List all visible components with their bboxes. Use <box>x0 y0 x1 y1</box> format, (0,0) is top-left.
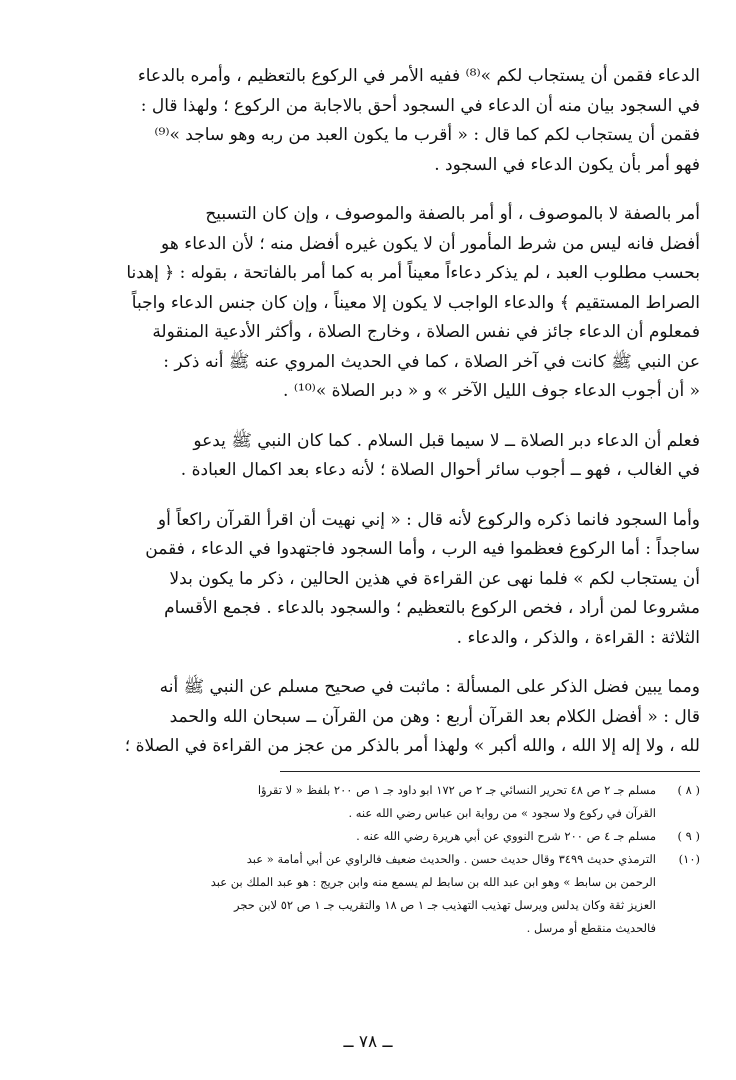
text-line: الصراط المستقيم ﴾ والدعاء الواجب لا يكون إلا معيناً ، وإن كان جنس الدعاء واجباً <box>131 292 700 313</box>
footnote-divider <box>280 771 700 772</box>
footnote-9 <box>62 825 700 848</box>
footnote-number: (١٠) <box>678 851 700 866</box>
paragraph-3 <box>62 427 700 486</box>
text-line: فهو أمر بأن يكون الدعاء في السجود . <box>434 154 700 175</box>
text-line: ساجداً : أما الركوع فعظموا فيه الرب ، وأما السجود فاجتهدوا في الدعاء ، فقمن <box>145 539 700 559</box>
text-line: أن يستجاب لكم » فلما نهى عن القراءة في هذين الحالين ، ذكر ما يكون بدلا <box>169 568 700 589</box>
footnote-line: مسلم جـ ٢ ص ٤٨ تحرير النسائي جـ ٢ ص ١٧٢ ابو داود جـ ١ ص ٢٠٠ بلفظ « لا تقرؤا <box>257 782 656 797</box>
text-line: عن النبي ﷺ كانت في آخر الصلاة ، كما في الحديث المروي عنه ﷺ أنه ذكر : <box>163 351 700 372</box>
footnote-line: الرحمن بن سابط » وهو ابن عبد الله بن سابط لم يسمع منه وابن جريج : هو عبد الملك بن عبد <box>210 874 656 889</box>
text-line: الدعاء فقمن أن يستجاب لكم »⁽⁸⁾ ففيه الأمر في الركوع بالتعظيم ، وأمره بالدعاء <box>137 66 700 86</box>
text-line: فمعلوم أن الدعاء جائز في نفس الصلاة ، وخارج الصلاة ، وأكثر الأدعية المنقولة <box>152 322 700 342</box>
footnote-number: ( ٨ ) <box>677 782 700 797</box>
text-line: « أن أجوب الدعاء جوف الليل الآخر » و « دبر الصلاة »⁽¹⁰⁾ . <box>283 381 700 401</box>
footnote-line: الترمذي حديث ٣٤٩٩ وقال حديث حسن . والحديث ضعيف فالراوي عن أبي أمامة « عبد <box>246 851 656 866</box>
text-line: فعلم أن الدعاء دبر الصلاة ــ لا سيما قبل السلام . كما كان النبي ﷺ يدعو <box>193 430 700 451</box>
text-line: لله ، ولا إله إلا الله ، والله أكبر » ولهذا أمر بالذكر من عجز من القراءة في الصلاة ؛ <box>124 736 700 756</box>
footnotes <box>62 779 700 940</box>
page-body <box>62 62 700 940</box>
text-line: قال : « أفضل الكلام بعد القرآن أربع : وهن من القرآن ــ سبحان الله والحمد <box>169 706 700 727</box>
paragraph-5 <box>62 673 700 762</box>
page-number: ــ ٧٨ ــ <box>343 1032 393 1052</box>
text-line: بحسب مطلوب العبد ، لم يذكر دعاءاً معيناً أمر به كما أمر بالفاتحة ، بقوله : ﴿ إهدنا <box>126 263 700 283</box>
text-line: في السجود بيان منه أن الدعاء في السجود أحق بالاجابة من الركوع ؛ ولهذا قال : <box>140 95 700 116</box>
text-line: ومما يبين فضل الذكر على المسألة : ماثبت في صحيح مسلم عن النبي ﷺ أنه <box>159 677 700 697</box>
footnote-line: فالحديث منقطع أو مرسل . <box>526 920 656 935</box>
text-line: في الغالب ، فهو ــ أجوب سائر أحوال الصلاة ؛ لأنه دعاء بعد اكمال العبادة . <box>180 460 700 480</box>
text-line: أفضل فانه ليس من شرط المأمور أن لا يكون غيره أفضل منه ؛ لأن الدعاء هو <box>161 233 700 254</box>
footnote-8 <box>62 779 700 825</box>
text-line: وأما السجود فانما ذكره والركوع لأنه قال : « إني نهيت أن اقرأ القرآن راكعاً أو <box>157 509 700 530</box>
footnote-number: ( ٩ ) <box>677 828 700 843</box>
paragraph-4 <box>62 506 700 654</box>
text-line: مشروعا لمن أراد ، فخص الركوع بالتعظيم ؛ والسجود بالدعاء . فجمع الأقسام <box>164 598 700 618</box>
footnote-line: العزيز ثقة وكان يدلس ويرسل تهذيب التهذيب جـ ١ ص ١٨ والتقريب جـ ١ ص ٥٢ لابن حجر <box>234 897 656 912</box>
paragraph-1 <box>62 62 700 180</box>
text-line: أمر بالصفة لا بالموصوف ، أو أمر بالصفة والموصوف ، وإن كان التسبيح <box>205 204 700 224</box>
paragraph-2 <box>62 200 700 407</box>
footnote-10 <box>62 848 700 940</box>
footnote-line: مسلم جـ ٤ ص ٢٠٠ شرح النووي عن أبي هريرة رضي الله عنه . <box>356 828 656 843</box>
text-line: فقمن أن يستجاب لكم كما قال : « أقرب ما يكون العبد من ربه وهو ساجد »⁽⁹⁾ <box>154 125 700 145</box>
footnote-line: القرآن في ركوع ولا سجود » من رواية ابن عباس رضي الله عنه . <box>348 805 656 820</box>
text-line: الثلاثة : القراءة ، والذكر ، والدعاء . <box>456 627 700 648</box>
